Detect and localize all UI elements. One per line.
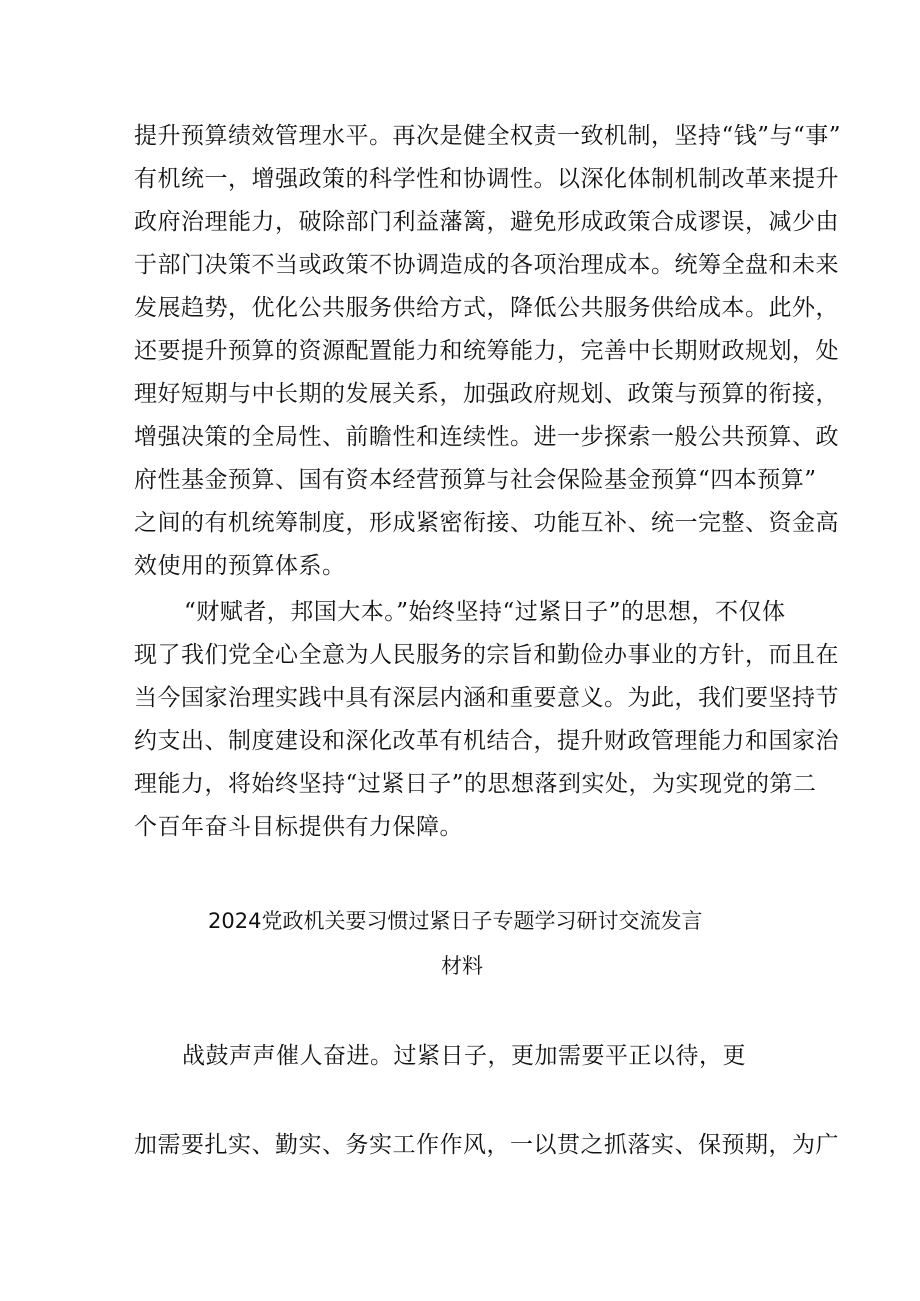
paragraph-1-line-3: 政府治理能力，破除部门利益藩篱，避免形成政策合成谬误，减少由 xyxy=(134,209,839,235)
paragraph-2-line-3: 当今国家治理实践中具有深层内涵和重要意义。为此，我们要坚持节 xyxy=(134,685,839,711)
paragraph-1-line-1: 提升预算绩效管理水平。再次是健全权责一致机制，坚持“钱”与“事” xyxy=(134,123,842,149)
paragraph-1-line-5: 发展趋势，优化公共服务供给方式，降低公共服务供给成本。此外， xyxy=(134,295,839,321)
paragraph-1-line-2: 有机统一，增强政策的科学性和协调性。以深化体制机制改革来提升 xyxy=(134,166,839,192)
paragraph-1-line-4: 于部门决策不当或政策不协调造成的各项治理成本。统筹全盘和未来 xyxy=(134,252,839,278)
paragraph-2-line-4: 约支出、制度建设和深化改革有机结合，提升财政管理能力和国家治 xyxy=(134,728,839,754)
paragraph-1-line-6: 还要提升预算的资源配置能力和统筹能力，完善中长期财政规划，处 xyxy=(134,338,839,364)
section-heading-line-1: 2024党政机关要习惯过紧日子专题学习研讨交流发言 xyxy=(208,909,703,933)
section-heading-line-2: 材料 xyxy=(441,954,483,978)
paragraph-2-line-6: 个百年奋斗目标提供有力保障。 xyxy=(134,814,463,840)
paragraph-3-line-2: 加需要扎实、勤实、务实工作作风，一以贯之抓落实、保预期，为广 xyxy=(134,1132,839,1158)
paragraph-1-line-11: 效使用的预算体系。 xyxy=(134,553,346,579)
paragraph-1-line-7: 理好短期与中长期的发展关系，加强政府规划、政策与预算的衔接， xyxy=(134,381,839,407)
paragraph-1-line-8: 增强决策的全局性、前瞻性和连续性。进一步探索一般公共预算、政 xyxy=(134,424,839,450)
paragraph-2-line-5: 理能力，将始终坚持“过紧日子”的思想落到实处，为实现党的第二 xyxy=(134,771,817,797)
paragraph-2-line-2: 现了我们党全心全意为人民服务的宗旨和勤俭办事业的方针，而且在 xyxy=(134,642,839,668)
paragraph-1-line-10: 之间的有机统筹制度，形成紧密衔接、功能互补、统一完整、资金高 xyxy=(134,510,839,536)
paragraph-3-line-1: 战鼓声声催人奋进。过紧日子，更加需要平正以待，更 xyxy=(182,1043,746,1069)
paragraph-2-line-1: “财赋者，邦国大本。”始终坚持“过紧日子”的思想，不仅体 xyxy=(184,599,786,625)
paragraph-1-line-9: 府性基金预算、国有资本经营预算与社会保险基金预算“四本预算” xyxy=(134,467,817,493)
